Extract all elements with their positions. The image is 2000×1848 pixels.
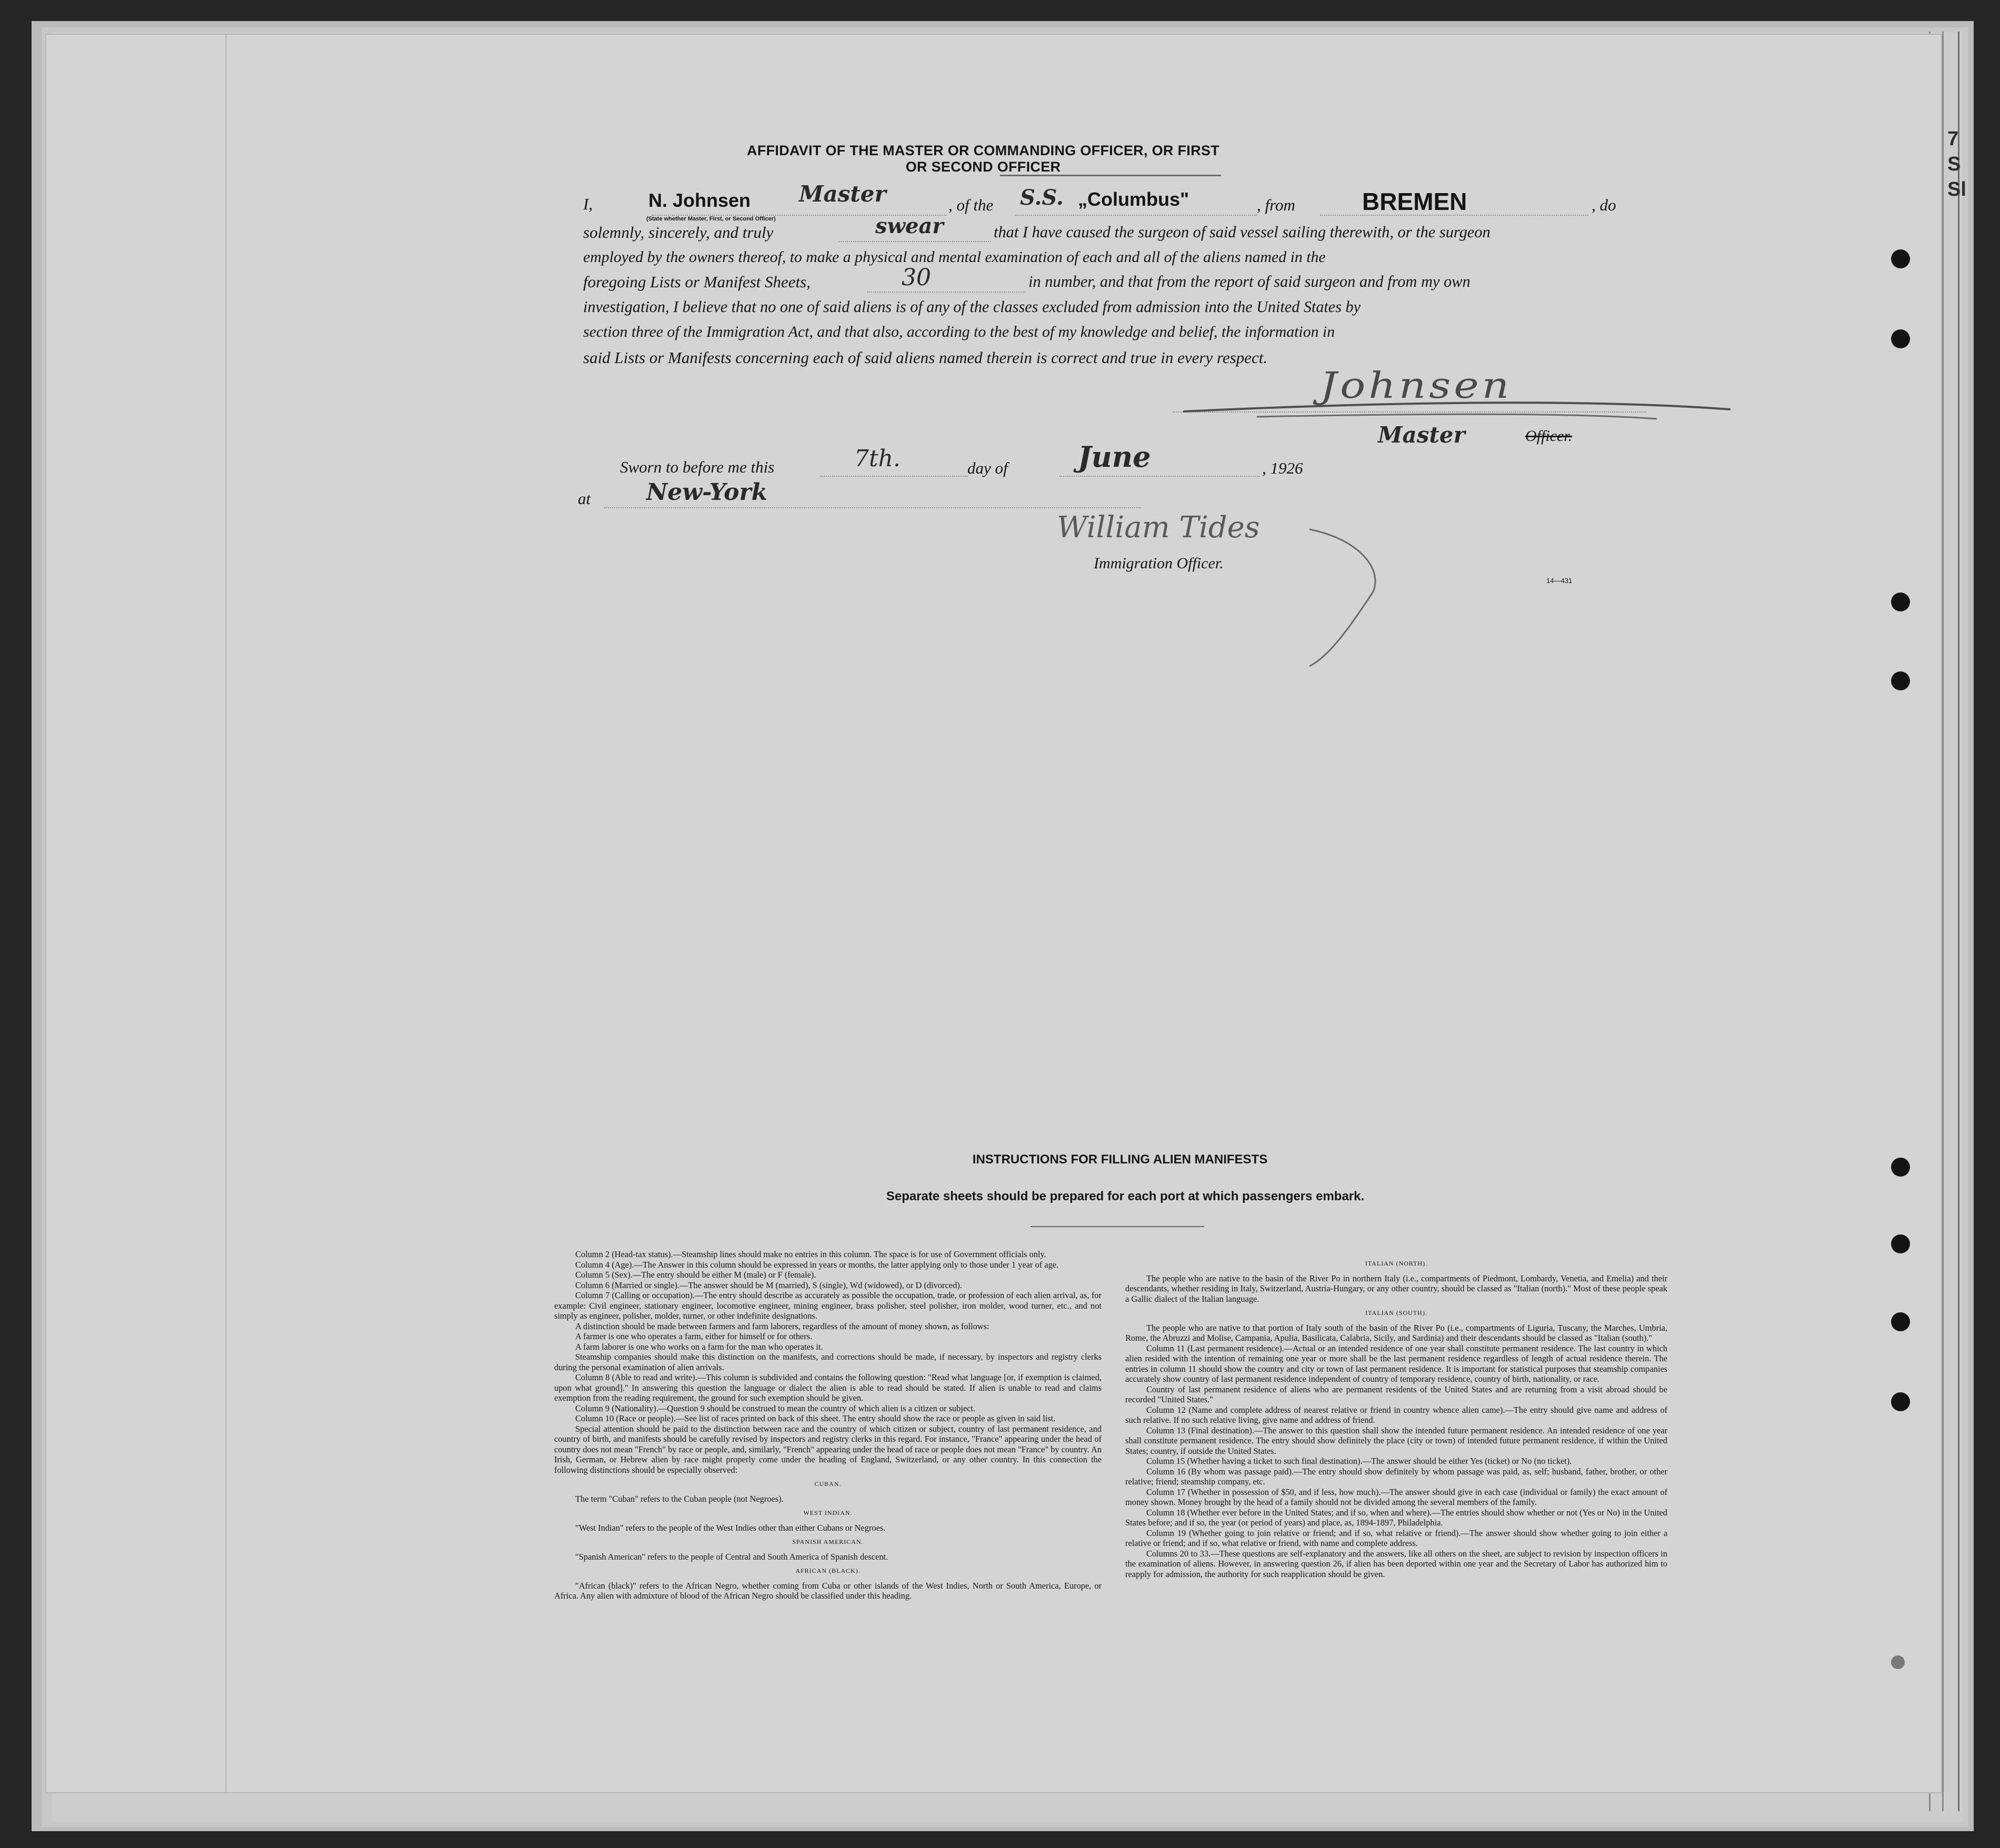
at-label: at [578,489,591,508]
edge-fragment-line: 7 [1947,128,1959,150]
affidavit-text-line: section three of the Immigration Act, and that also, according to the best of my knowledge and belief, the information in [583,323,1335,340]
officer-name: N. Johnsen [648,189,751,211]
affidavit-text-line: investigation, I believe that no one of said aliens is of any of the classes excluded from admission into the United States by [583,298,1361,316]
instructions-title: INSTRUCTIONS FOR FILLING ALIEN MANIFESTS [972,1152,1268,1167]
edge-page-fragment [1947,126,1979,202]
instructions-left-column [554,1249,1102,1601]
instruction-paragraph: Steamship companies should make this distinction on the manifests, and corrections should be made, if necessary, by inspectors and registry clerks during the personal examination of alien arrivals. [554,1352,1102,1372]
affidavit-text-line: that I have caused the surgeon of said vessel sailing therewith, or the surgeon [994,223,1491,241]
edge-fragment-line: S [1947,153,1961,175]
instruction-paragraph: Column 5 (Sex).—The entry should be either M (male) or F (female). [575,1270,816,1280]
affidavit-text-line: said Lists or Manifests concerning each of said aliens named therein is correct and true in every respect. [583,348,1268,367]
sworn-label: Sworn to before me this [620,458,775,476]
section-heading: WEST INDIAN. [803,1509,853,1516]
instruction-paragraph: Column 17 (Whether in possession of $50, and if less, how much).—The answer should give in each case (individual or family) the exact amount of money shown. Money brought by the head of a family should not be divided among the several members of the family. [1125,1487,1667,1507]
officer-struck: Officer. [1525,427,1573,445]
punch-hole [1891,1234,1910,1253]
instruction-paragraph: The people who are native to the basin of the River Po in northern Italy (i.e., compartments of Piedmont, Lombardy, Venetia, and Emelia) and their descendants, whether residing in Italy, Switzerland, Austria-Hungary, or any other country, should be classed as "Italian (north)." Most of these people speak a Gallic dialect of the Italian language. [1125,1273,1667,1304]
instruction-paragraph: Column 6 (Married or single).—The answer should be M (married), S (single), Wd (widowed), or D (divorced). [575,1280,962,1290]
affidavit-i: I, [583,195,593,213]
vessel-name: „Columbus" [1078,188,1189,210]
manifest-sheet [46,35,1941,1792]
instruction-paragraph: Column 16 (By whom was passage paid).—The entry should show definitely by whom passage was paid, as, self; husband, father, brother, or other relative; friend; steamship company, etc. [1125,1466,1667,1487]
sworn-day: 7th. [854,445,901,472]
departure-port: BREMEN [1362,188,1467,215]
instruction-paragraph: Special attention should be paid to the distinction between race and the country of which citizen or subject, country of last permanent residence, and country of birth, and manifests should be carefully revised by inspectors and registry clerks in this regard. For instance, "France" appearing under the head of country does not mean "French" by race or people, and, similarly, "French" appearing under the head of race or people does not mean "France" by country. An Irish, German, or Hebrew alien by race might properly come under the heading of England, Switzerland, or any other country. In this connection the following distinctions should be especially observed: [554,1423,1102,1475]
instruction-paragraph: Column 15 (Whether having a ticket to such final destination).—The answer should be either Yes (ticket) or No (no ticket). [1146,1456,1572,1466]
master-signature: Johnsen [1320,364,1513,407]
edge-fragment-line: Sl [1947,178,1966,200]
instructions-right-column [1125,1254,1667,1579]
sworn-year: , 1926 [1262,459,1303,477]
instruction-paragraph: Column 12 (Name and complete address of nearest relative or friend in country whence alien came).—The entry should give name and address of such relative. If no such relative living, give name and address of friend. [1125,1404,1667,1425]
signer-title: Master [1378,422,1465,448]
form-number: 14—431 [1546,577,1573,585]
instructions-rule [1031,1226,1204,1227]
sworn-month: June [1078,440,1151,474]
section-heading: ITALIAN (NORTH). [1365,1260,1428,1267]
instruction-paragraph: The term "Cuban" refers to the Cuban people (not Negroes). [575,1493,784,1504]
punch-hole [1891,1158,1910,1177]
affidavit-text-line: foregoing Lists or Manifest Sheets, [583,273,811,291]
instruction-paragraph: Column 13 (Final destination).—The answer to this question shall show the intended future permanent residence. An intended residence of one year shall constitute permanent residence. The entry should show definitely the place (city or town) of intended future permanent residence, if within the United States; country, if outside the United States. [1125,1425,1667,1456]
do-label: , do [1592,196,1616,214]
punch-hole [1891,1655,1905,1669]
sheet-count: 30 [902,264,931,291]
punch-hole [1891,1392,1910,1411]
vessel-prefix: S.S. [1020,185,1064,210]
immigration-officer-signature: William Tides [1057,510,1260,545]
instruction-paragraph: A distinction should be made between farmers and farm laborers, regardless of the amount of money shown, as follows: [575,1321,989,1331]
affidavit-text-line: employed by the owners thereof, to make a physical and mental examination of each and all of the aliens named in the [583,248,1326,266]
instruction-paragraph: Column 7 (Calling or occupation).—The entry should describe as accurately as possible the occupation, trade, or profession of each alien arrival, as, for example: Civil engineer, stationary engineer, locomotive engineer, mining engineer, brass polisher, steel polisher, iron molder, wood turner, etc., and not simply as engineer, polisher, molder, turner, or other indefinite designations. [554,1290,1102,1321]
dotted-fill-line [1059,476,1259,477]
page-edge-line [1958,32,1959,1811]
instruction-paragraph: "West Indian" refers to the people of the West Indies other than either Cubans or Negroes. [575,1522,886,1533]
instruction-paragraph: The people who are native to that portion of Italy south of the basin of the River Po (i.e., compartments of Liguria, Tuscany, the Marches, Umbria, Rome, the Abruzzi and Molise, Campania, Apulia, Basilicata, Calabria, Sicily, and Sardinia) and their descendants should be classed as "Italian (south)." [1125,1322,1667,1343]
instruction-paragraph: Column 2 (Head-tax status).—Steamship lines should make no entries in this column. The space is for use of Government officials only. [575,1249,1046,1259]
dotted-fill-line [820,476,967,477]
solemnly-label: solemnly, sincerely, and truly [583,223,774,242]
section-heading: CUBAN. [814,1480,842,1488]
section-heading: AFRICAN (BLACK). [795,1567,861,1574]
oath-word: swear [875,214,944,238]
instruction-paragraph: Column 19 (Whether going to join relative or friend; and if so, what relative or friend).—The answer should show whether going to join either a relative or friend; and if so, what relative or friend, with name and complete address. [1125,1528,1667,1548]
page-edge-line [1942,32,1944,1811]
instruction-paragraph: Column 18 (Whether ever before in the United States; and if so, when and where).—The entries should show whether or not (Yes or No) in the United States before; and if so, the year (or period of years) and place, as, 1894-1897, Philadelphia. [1125,1507,1667,1528]
instruction-paragraph: A farm laborer is one who works on a farm for the man who operates it. [575,1341,823,1352]
sworn-place: New-York [646,479,768,506]
instruction-paragraph: Columns 20 to 33.—These questions are self-explanatory and the answers, like all others on the sheet, are subject to revision by inspection officers in the examination of aliens. However, in answering question 26, if alien has been deported within one year and the Secretary of Labor has authorized him to reapply for admission, the authority for such reapplication should be given. [1125,1548,1667,1579]
section-heading: SPANISH AMERICAN. [792,1538,864,1545]
officer-rank: Master [799,181,886,207]
instruction-paragraph: "African (black)" refers to the African Negro, whether coming from Cuba or other islands of the West Indies, North or South America, Europe, or Africa. Any alien with admixture of blood of the African Negro should be classified under this heading. [554,1580,1102,1601]
rank-hint: (State whether Master, First, or Second Officer) [646,216,776,222]
signature-flourish [46,35,1941,771]
section-heading: ITALIAN (SOUTH). [1365,1309,1427,1317]
affidavit-title: AFFIDAVIT OF THE MASTER OR COMMANDING OFFICER, OR FIRST OR SECOND OFFICER [747,143,1219,175]
instruction-paragraph: Column 8 (Able to read and write).—This column is subdivided and contains the following question: "Read what language [or, if exemption is claimed, upon what ground]." In answering this question the language or dialect the alien is able to read should be stated. If alien is unable to read and claims exemption from the reading requirement, the ground for such exemption should be given. [554,1372,1102,1403]
immigration-officer-label: Immigration Officer. [1094,555,1224,572]
affidavit-text-line: in number, and that from the report of said surgeon and from my own [1028,273,1471,290]
day-of-label: day of [967,459,1008,477]
dotted-fill-line [604,507,1141,508]
instruction-paragraph: A farmer is one who operates a farm, either for himself or for others. [575,1331,813,1341]
instructions-subtitle: Separate sheets should be prepared for each port at which passengers embark. [886,1189,1365,1203]
instruction-paragraph: Column 10 (Race or people).—See list of races printed on back of this sheet. The entry should show the race or people as given in said list. [575,1413,1056,1423]
from-label: , from [1257,196,1295,214]
instruction-paragraph: Column 9 (Nationality).—Question 9 should be construed to mean the country of which alien is a citizen or subject. [575,1403,976,1413]
punch-hole [1891,1312,1910,1331]
instruction-paragraph: Column 4 (Age).—The Answer in this column should be expressed in years or months, the latter applying only to those under 1 year of age. [575,1259,1059,1270]
instruction-paragraph: Country of last permanent residence of aliens who are permanent residents of the United States and are returning from a visit abroad should be recorded "United States." [1125,1384,1667,1404]
instruction-paragraph: "Spanish American" refers to the people of Central and South America of Spanish descent. [575,1551,888,1562]
of-the-label: , of the [948,196,994,214]
instruction-paragraph: Column 11 (Last permanent residence).—Actual or an intended residence of one year shall constitute permanent residence. The last country in which alien resided with the intention of remaining one year or more shall be the last permanent residence regardless of length of actual residence therein. The entries in column 11 should show the country and city or town of last permanent residence. It is important for statistical purposes that steamship companies accurately show country of last permanent residence independent of country of temporary residence, country of birth, nationality, or race. [1125,1343,1667,1384]
